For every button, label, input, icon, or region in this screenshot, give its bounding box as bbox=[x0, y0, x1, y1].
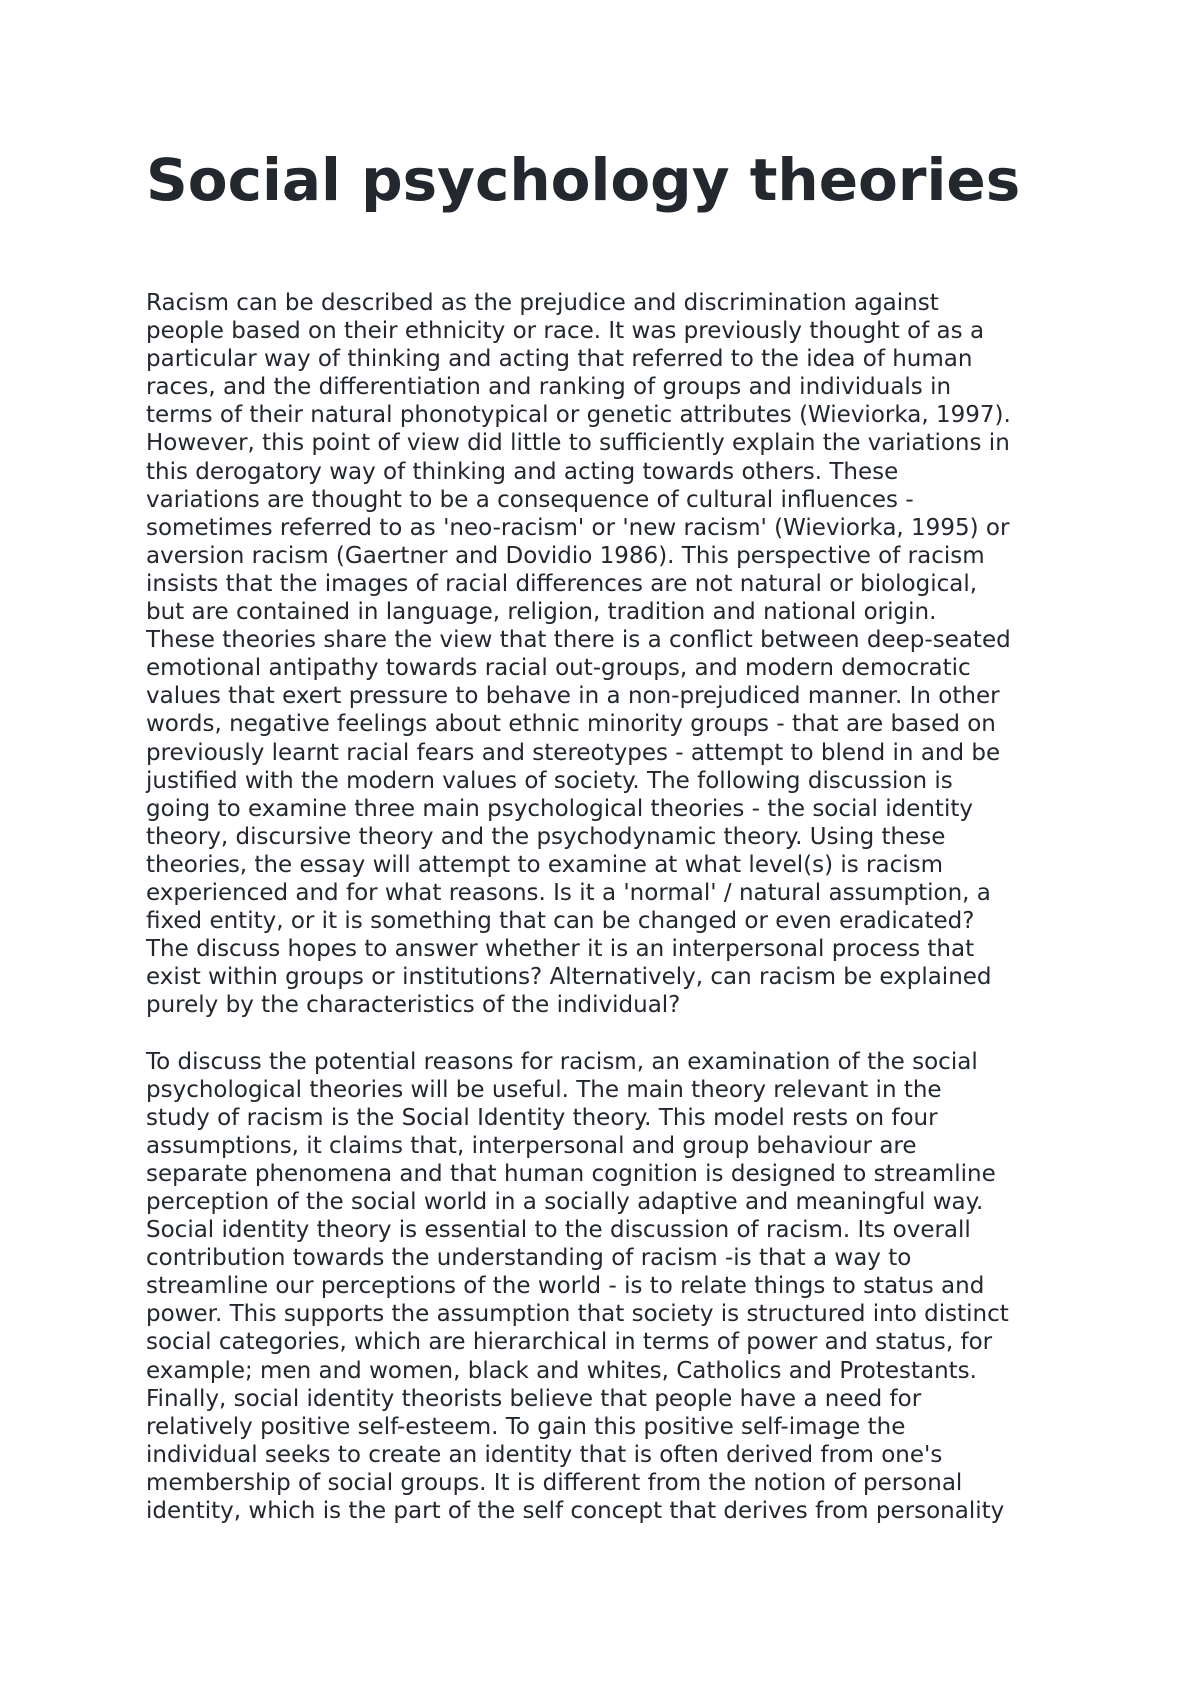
text-line: Racism can be described as the prejudice and discrimination against bbox=[146, 290, 939, 316]
text-line: experienced and for what reasons. Is it a 'normal' / natural assumption, a bbox=[146, 879, 991, 906]
text-line: Finally, social identity theorists believe that people have a need for bbox=[146, 1385, 922, 1412]
document-body bbox=[146, 289, 1086, 1525]
text-line: theory, discursive theory and the psychodynamic theory. Using these bbox=[146, 823, 946, 850]
paragraph-1 bbox=[146, 289, 1086, 1019]
text-line: separate phenomena and that human cognition is designed to streamline bbox=[146, 1160, 996, 1187]
text-line: emotional antipathy towards racial out-groups, and modern democratic bbox=[146, 655, 971, 682]
text-line: The discuss hopes to answer whether it is an interpersonal process that bbox=[146, 936, 975, 963]
paragraph-2 bbox=[146, 1048, 1086, 1526]
text-line: contribution towards the understanding of racism -is that a way to bbox=[146, 1245, 912, 1272]
text-line: individual seeks to create an identity that is often derived from one's bbox=[146, 1441, 943, 1468]
text-line: insists that the images of racial differences are not natural or biological, bbox=[146, 570, 978, 597]
text-line: study of racism is the Social Identity theory. This model rests on four bbox=[146, 1104, 938, 1131]
text-line: psychological theories will be useful. The main theory relevant in the bbox=[146, 1076, 942, 1103]
text-line: going to examine three main psychological theories - the social identity bbox=[146, 795, 973, 822]
paragraph-gap bbox=[146, 1019, 1086, 1047]
text-line: fixed entity, or it is something that can be changed or even eradicated? bbox=[146, 908, 975, 935]
text-line: values that exert pressure to behave in a non-prejudiced manner. In other bbox=[146, 683, 1000, 710]
text-line: aversion racism (Gaertner and Dovidio 1986). This perspective of racism bbox=[146, 542, 985, 569]
document-title: Social psychology theories bbox=[146, 146, 1021, 214]
text-line: Social identity theory is essential to the discussion of racism. Its overall bbox=[146, 1217, 971, 1244]
text-line: relatively positive self-esteem. To gain this positive self-image the bbox=[146, 1413, 906, 1440]
text-line: To discuss the potential reasons for racism, an examination of the social bbox=[146, 1048, 978, 1075]
text-line: perception of the social world in a socially adaptive and meaningful way. bbox=[146, 1189, 984, 1215]
text-line: membership of social groups. It is different from the notion of personal bbox=[146, 1469, 963, 1496]
text-line: previously learnt racial fears and stereotypes - attempt to blend in and be bbox=[146, 739, 1001, 766]
text-line: identity, which is the part of the self concept that derives from personality bbox=[146, 1498, 1005, 1525]
text-line: example; men and women, black and whites, Catholics and Protestants. bbox=[146, 1357, 977, 1384]
text-line: These theories share the view that there is a conflict between deep-seated bbox=[146, 627, 1011, 654]
text-line: words, negative feelings about ethnic minority groups - that are based on bbox=[146, 711, 996, 738]
text-line: sometimes referred to as 'neo-racism' or 'new racism' (Wieviorka, 1995) or bbox=[146, 514, 1010, 541]
text-line: terms of their natural phonotypical or genetic attributes (Wieviorka, 1997). bbox=[146, 402, 1011, 429]
text-line: assumptions, it claims that, interpersonal and group behaviour are bbox=[146, 1132, 917, 1159]
text-line: particular way of thinking and acting that referred to the idea of human bbox=[146, 346, 973, 373]
text-line: streamline our perceptions of the world - is to relate things to status and bbox=[146, 1273, 985, 1300]
text-line: people based on their ethnicity or race. It was previously thought of as a bbox=[146, 318, 985, 345]
text-line: justified with the modern values of society. The following discussion is bbox=[146, 767, 953, 794]
text-line: power. This supports the assumption that society is structured into distinct bbox=[146, 1301, 1009, 1328]
text-line: social categories, which are hierarchical in terms of power and status, for bbox=[146, 1329, 993, 1356]
text-line: races, and the differentiation and ranking of groups and individuals in bbox=[146, 374, 952, 401]
text-line: this derogatory way of thinking and acting towards others. These bbox=[146, 458, 899, 485]
text-line: variations are thought to be a consequence of cultural influences - bbox=[146, 486, 914, 513]
text-line: purely by the characteristics of the individual? bbox=[146, 992, 681, 1019]
text-line: theories, the essay will attempt to examine at what level(s) is racism bbox=[146, 851, 944, 878]
text-line: However, this point of view did little to sufficiently explain the variations in bbox=[146, 430, 1010, 457]
text-line: but are contained in language, religion, tradition and national origin. bbox=[146, 599, 937, 626]
text-line: exist within groups or institutions? Alternatively, can racism be explained bbox=[146, 964, 992, 991]
